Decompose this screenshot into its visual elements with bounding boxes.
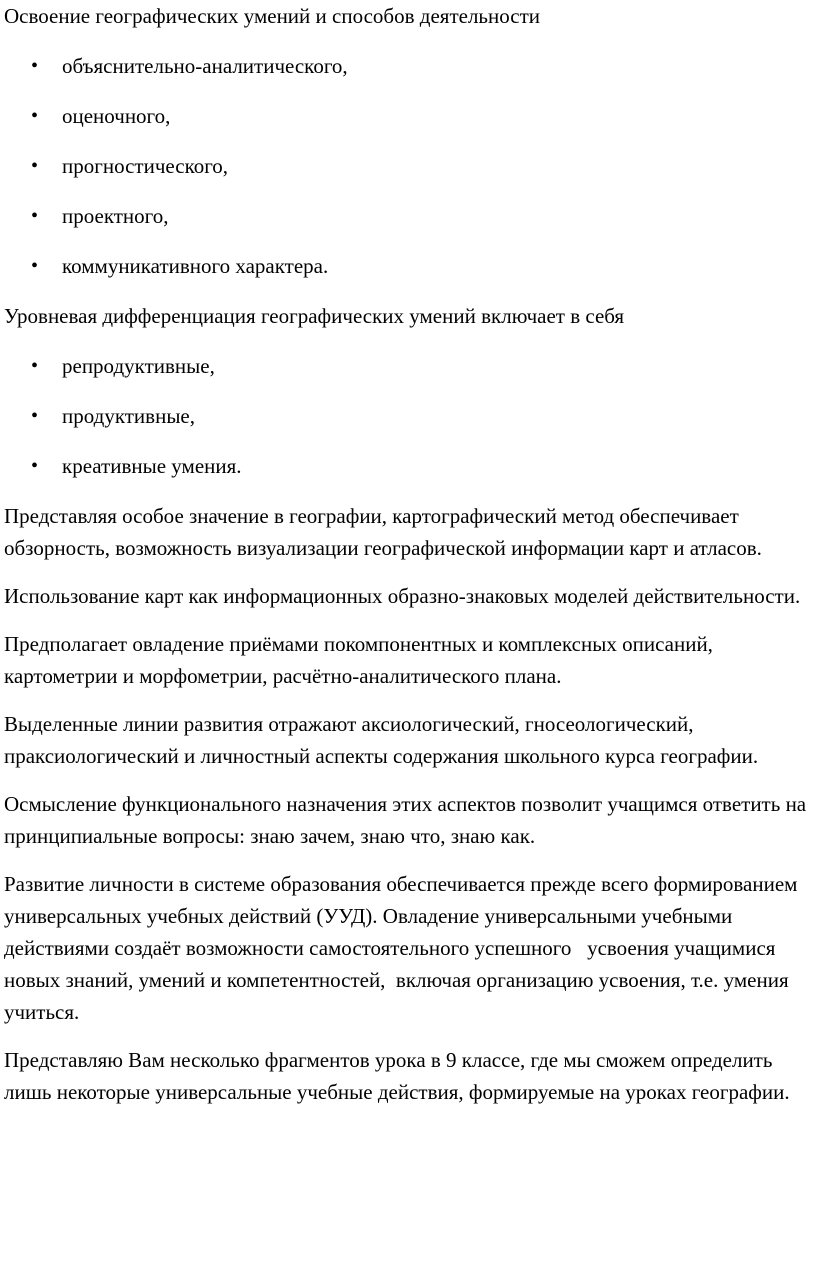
- paragraph-cartographic-method: Представляя особое значение в географии, картографический метод обеспечивает обзорность, возможность визуализации географической информации карт и атласов.: [4, 504, 762, 560]
- paragraph-development-lines: Выделенные линии развития отражают аксиологический, гносеологический, праксиологический и личностный аспекты содержания школьного курса географии.: [4, 712, 759, 768]
- bullet-icon: •: [31, 455, 39, 477]
- bullet-icon: •: [31, 105, 39, 127]
- list-item: • продуктивные,: [4, 400, 816, 450]
- list-item: • репродуктивные,: [4, 350, 816, 400]
- bullet-icon: •: [31, 255, 39, 277]
- bullet-icon: •: [31, 55, 39, 77]
- paragraph-lesson-fragments: Представляю Вам несколько фрагментов урока в 9 классе, где мы сможем определить лишь некоторые универсальные учебные действия, формируемые на уроках географии.: [4, 1048, 790, 1104]
- levels-list: [4, 350, 816, 500]
- skills-list: [4, 50, 816, 300]
- list-item: • оценочного,: [4, 100, 816, 150]
- bullet-icon: •: [31, 205, 39, 227]
- bullet-icon: •: [31, 355, 39, 377]
- paragraph-uud: Развитие личности в системе образования обеспечивается прежде всего формированием универсальных учебных действий (УУД). Овладение универсальными учебными действиями создаёт возможности самостоятельного успешного усвоения учащимися новых знаний, умений и компетентностей, включая организацию усвоения, т.е. умения учиться.: [4, 872, 803, 1024]
- list-item: • прогностического,: [4, 150, 816, 200]
- paragraph-map-usage: Использование карт как информационных образно-знаковых моделей действительности.: [4, 584, 801, 608]
- differentiation-heading: Уровневая дифференциация географических умений включает в себя: [4, 304, 625, 328]
- list-item: • коммуникативного характера.: [4, 250, 816, 300]
- intro-heading: Освоение географических умений и способов деятельности: [4, 4, 540, 28]
- document-page: [4, 0, 816, 1108]
- bullet-icon: •: [31, 155, 39, 177]
- paragraph-aspects: Осмысление функционального назначения этих аспектов позволит учащимся ответить на принципиальные вопросы: знаю зачем, знаю что, знаю как.: [4, 792, 812, 848]
- list-item: • объяснительно-аналитического,: [4, 50, 816, 100]
- paragraph-techniques: Предполагает овладение приёмами покомпонентных и комплексных описаний, картометрии и морфометрии, расчётно-аналитического плана.: [4, 632, 719, 688]
- list-item: • креативные умения.: [4, 450, 816, 500]
- list-item: • проектного,: [4, 200, 816, 250]
- bullet-icon: •: [31, 405, 39, 427]
